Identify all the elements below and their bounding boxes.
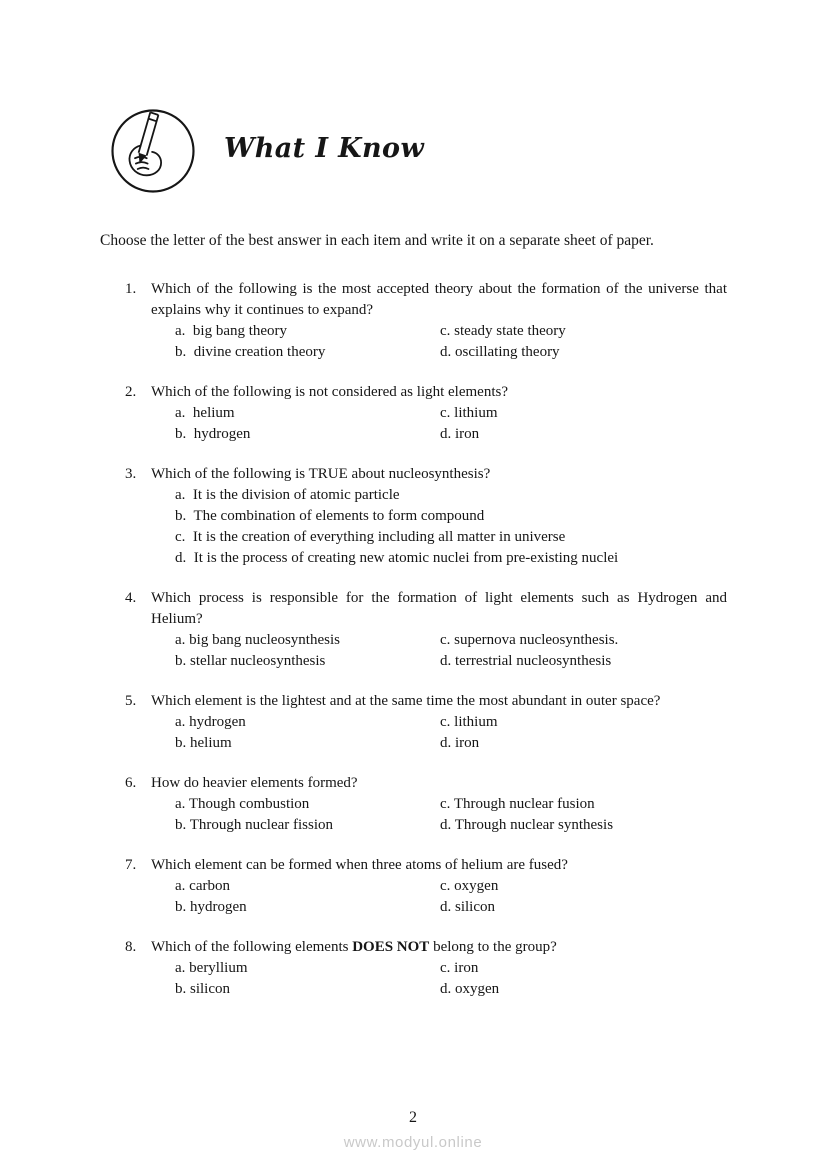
answer-option: a. beryllium	[175, 960, 248, 977]
question-item	[125, 937, 727, 1000]
answer-option: b. silicon	[175, 981, 230, 998]
answer-options	[175, 794, 727, 836]
question-text: How do heavier elements formed?	[151, 775, 358, 792]
answer-option: a. It is the division of atomic particle	[175, 487, 400, 504]
answer-option: a. big bang theory	[175, 323, 288, 340]
answer-option: c. oxygen	[440, 878, 499, 895]
question-item	[125, 279, 727, 363]
answer-option: a. big bang nucleosynthesis	[175, 632, 340, 649]
answer-options	[175, 321, 727, 363]
answer-option: a. carbon	[175, 878, 230, 895]
question-list	[100, 279, 727, 1000]
question-number: 8.	[125, 939, 137, 956]
hand-pencil-icon	[108, 106, 198, 196]
answer-option: a. helium	[175, 405, 235, 422]
instructions-text: Choose the letter of the best answer in each item and write it on a separate sheet of paper.	[100, 232, 654, 249]
answer-options	[175, 630, 727, 672]
question-item	[125, 588, 727, 672]
answer-option: c. steady state theory	[440, 323, 566, 340]
answer-options	[175, 876, 727, 918]
page-number: 2	[409, 1109, 417, 1126]
answer-option: c. It is the creation of everything including all matter in universe	[175, 529, 566, 546]
page-footer	[0, 1109, 826, 1151]
question-number: 1.	[125, 281, 137, 298]
answer-options	[175, 403, 727, 445]
question-text: Which element is the lightest and at the same time the most abundant in outer space?	[151, 693, 661, 710]
answer-option: c. supernova nucleosynthesis.	[440, 632, 619, 649]
section-header	[108, 106, 727, 196]
question-item	[125, 773, 727, 836]
answer-option: d. terrestrial nucleosynthesis	[440, 653, 612, 670]
answer-option: d. oscillating theory	[440, 344, 560, 361]
question-item	[125, 464, 727, 569]
answer-option: b. helium	[175, 735, 232, 752]
answer-option: d. Through nuclear synthesis	[440, 817, 614, 834]
answer-options	[175, 485, 727, 569]
question-text: Which of the following is TRUE about nucleosynthesis?	[151, 466, 491, 483]
question-item	[125, 691, 727, 754]
answer-option: c. lithium	[440, 405, 498, 422]
answer-option: d. iron	[440, 426, 480, 443]
question-number: 7.	[125, 857, 137, 874]
answer-option: b. The combination of elements to form compound	[175, 508, 485, 525]
question-number: 5.	[125, 693, 137, 710]
question-text: Which of the following is the most accepted theory about the formation of the universe that explains why it continues to expand?	[151, 281, 727, 319]
answer-option: b. stellar nucleosynthesis	[175, 653, 326, 670]
answer-option: d. iron	[440, 735, 480, 752]
answer-option: d. silicon	[440, 899, 495, 916]
answer-option: d. It is the process of creating new atomic nuclei from pre-existing nuclei	[175, 550, 619, 567]
answer-option: c. iron	[440, 960, 479, 977]
answer-option: a. hydrogen	[175, 714, 246, 731]
question-number: 3.	[125, 466, 137, 483]
watermark-text: www.modyul.online	[343, 1134, 483, 1151]
question-text: Which process is responsible for the formation of light elements such as Hydrogen and Helium?	[151, 590, 727, 628]
answer-option: c. Through nuclear fusion	[440, 796, 595, 813]
answer-option: b. hydrogen	[175, 426, 251, 443]
answer-option: c. lithium	[440, 714, 498, 731]
answer-option: d. oxygen	[440, 981, 500, 998]
question-text: Which of the following elements DOES NOT belong to the group?	[151, 939, 557, 956]
question-item	[125, 855, 727, 918]
answer-options	[175, 712, 727, 754]
question-number: 6.	[125, 775, 137, 792]
question-number: 2.	[125, 384, 137, 401]
answer-option: b. divine creation theory	[175, 344, 326, 361]
question-text: Which of the following is not considered as light elements?	[151, 384, 508, 401]
answer-option: b. hydrogen	[175, 899, 247, 916]
question-item	[125, 382, 727, 445]
answer-option: b. Through nuclear fission	[175, 817, 334, 834]
question-number: 4.	[125, 590, 137, 607]
answer-options	[175, 958, 727, 1000]
page-title: What I Know	[224, 132, 425, 164]
answer-option: a. Though combustion	[175, 796, 310, 813]
question-text: Which element can be formed when three atoms of helium are fused?	[151, 857, 568, 874]
